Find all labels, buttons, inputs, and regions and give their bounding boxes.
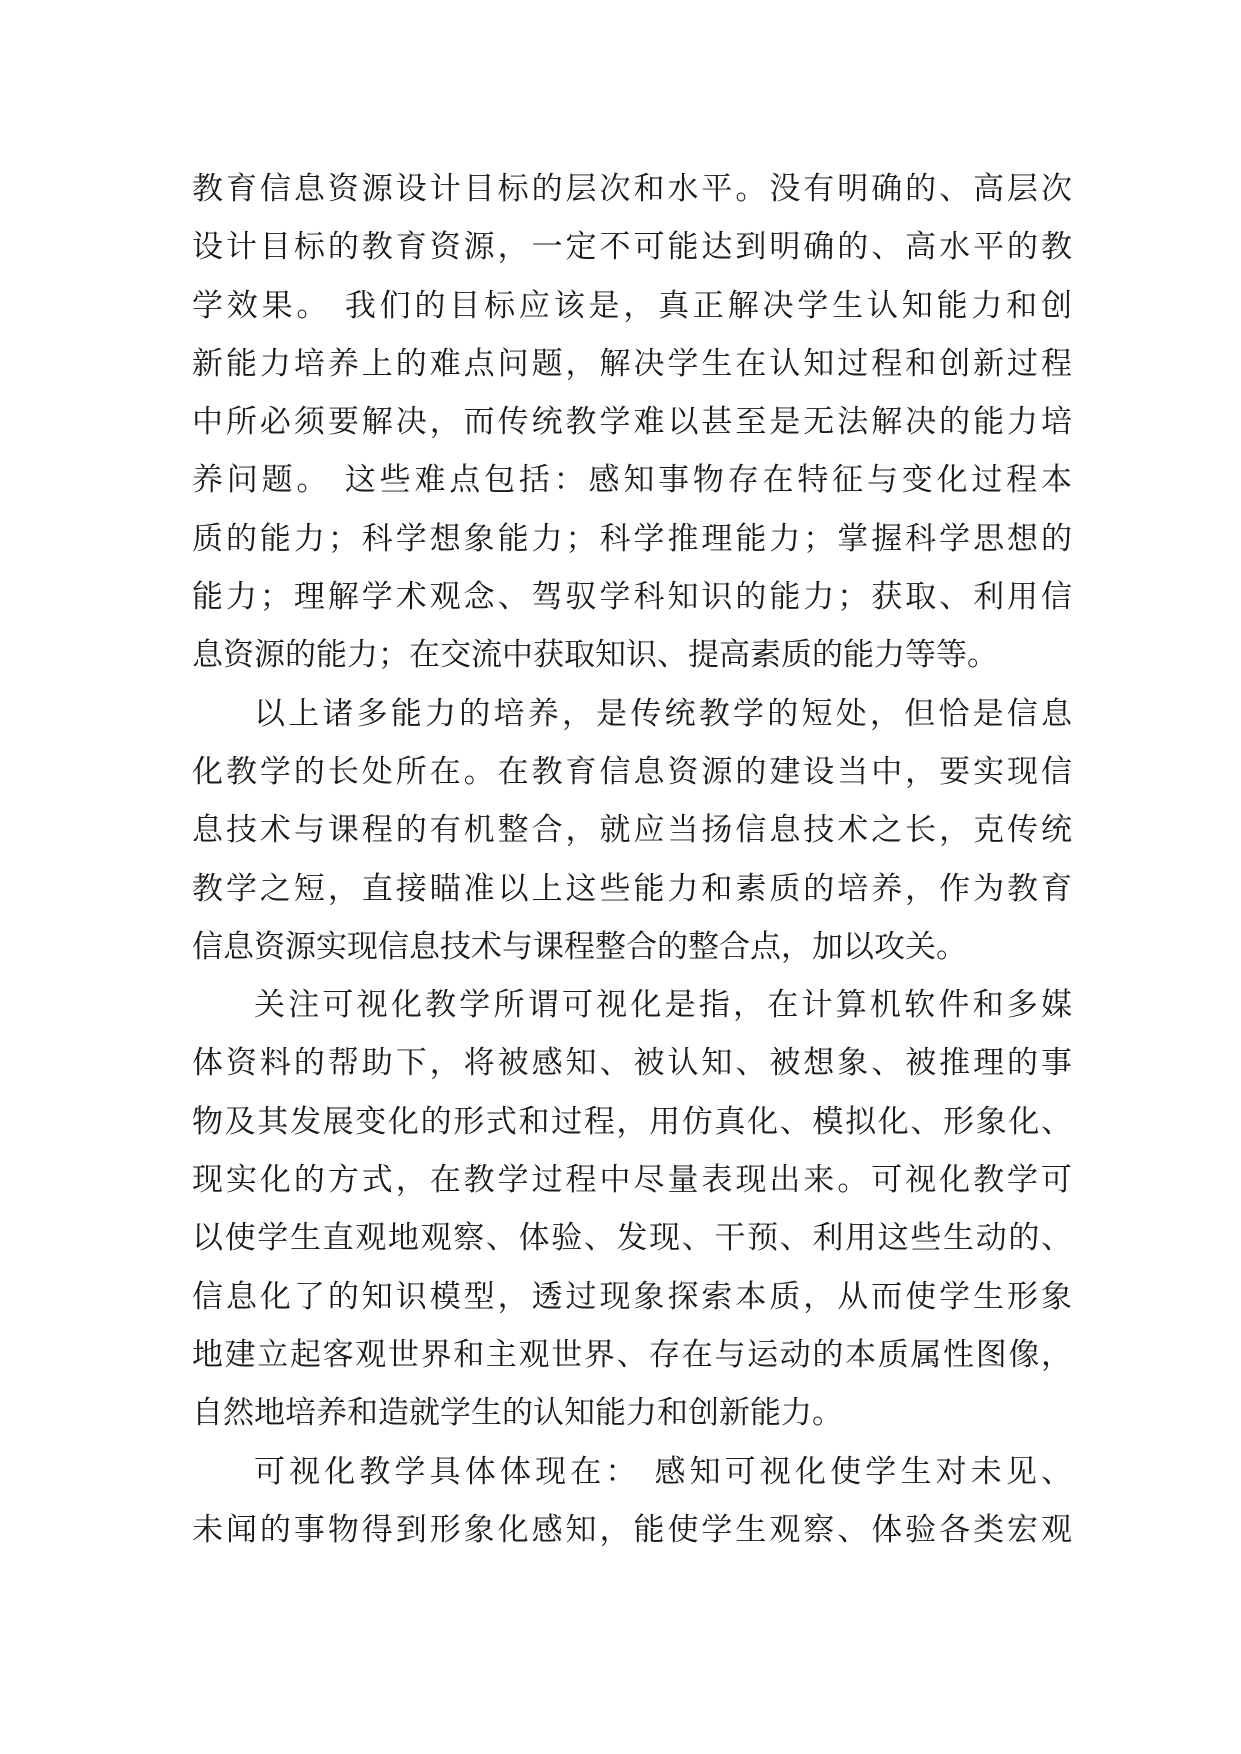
paragraph-2 xyxy=(192,685,1072,976)
body-text xyxy=(192,160,1072,1559)
text-line: 体资料的帮助下，将被感知、被认知、被想象、被推理的事 xyxy=(192,1045,1072,1082)
text-line: 关注可视化教学所谓可视化是指，在计算机软件和多媒 xyxy=(254,987,1072,1024)
paragraph-3 xyxy=(192,976,1072,1442)
text-line: 能力；理解学术观念、驾驭学科知识的能力；获取、利用信 xyxy=(192,579,1072,616)
text-line: 息技术与课程的有机整合，就应当扬信息技术之长，克传统 xyxy=(192,812,1072,849)
text-line: 自然地培养和造就学生的认知能力和创新能力。 xyxy=(192,1395,843,1432)
text-line: 息资源的能力；在交流中获取知识、提高素质的能力等等。 xyxy=(192,637,998,674)
text-line: 以使学生直观地观察、体验、发现、干预、利用这些生动的、 xyxy=(192,1220,1072,1257)
text-line: 以上诸多能力的培养，是传统教学的短处，但恰是信息 xyxy=(254,695,1072,732)
text-line: 学效果。 我们的目标应该是，真正解决学生认知能力和创 xyxy=(192,287,1072,324)
text-line: 养问题。 这些难点包括：感知事物存在特征与变化过程本 xyxy=(192,462,1072,499)
text-line: 物及其发展变化的形式和过程，用仿真化、模拟化、形象化、 xyxy=(192,1103,1072,1140)
text-line: 可视化教学具体体现在： 感知可视化使学生对未见、 xyxy=(254,1453,1072,1490)
text-line: 中所必须要解决，而传统教学难以甚至是无法解决的能力培 xyxy=(192,404,1072,441)
paragraph-4 xyxy=(192,1443,1072,1560)
text-line: 设计目标的教育资源，一定不可能达到明确的、高水平的教 xyxy=(192,229,1072,266)
paragraph-1 xyxy=(192,160,1072,685)
text-line: 未闻的事物得到形象化感知，能使学生观察、体验各类宏观 xyxy=(192,1511,1072,1548)
text-line: 信息资源实现信息技术与课程整合的整合点，加以攻关。 xyxy=(192,928,967,965)
text-line: 化教学的长处所在。在教育信息资源的建设当中，要实现信 xyxy=(192,753,1072,790)
text-line: 新能力培养上的难点问题，解决学生在认知过程和创新过程 xyxy=(192,345,1072,382)
text-line: 教育信息资源设计目标的层次和水平。没有明确的、高层次 xyxy=(192,171,1072,207)
text-line: 信息化了的知识模型，透过现象探索本质，从而使学生形象 xyxy=(192,1278,1072,1315)
text-line: 教学之短，直接瞄准以上这些能力和素质的培养，作为教育 xyxy=(192,870,1072,907)
text-line: 质的能力；科学想象能力；科学推理能力；掌握科学思想的 xyxy=(192,520,1072,557)
text-line: 现实化的方式，在教学过程中尽量表现出来。可视化教学可 xyxy=(192,1162,1072,1199)
text-line: 地建立起客观世界和主观世界、存在与运动的本质属性图像， xyxy=(192,1336,1072,1373)
